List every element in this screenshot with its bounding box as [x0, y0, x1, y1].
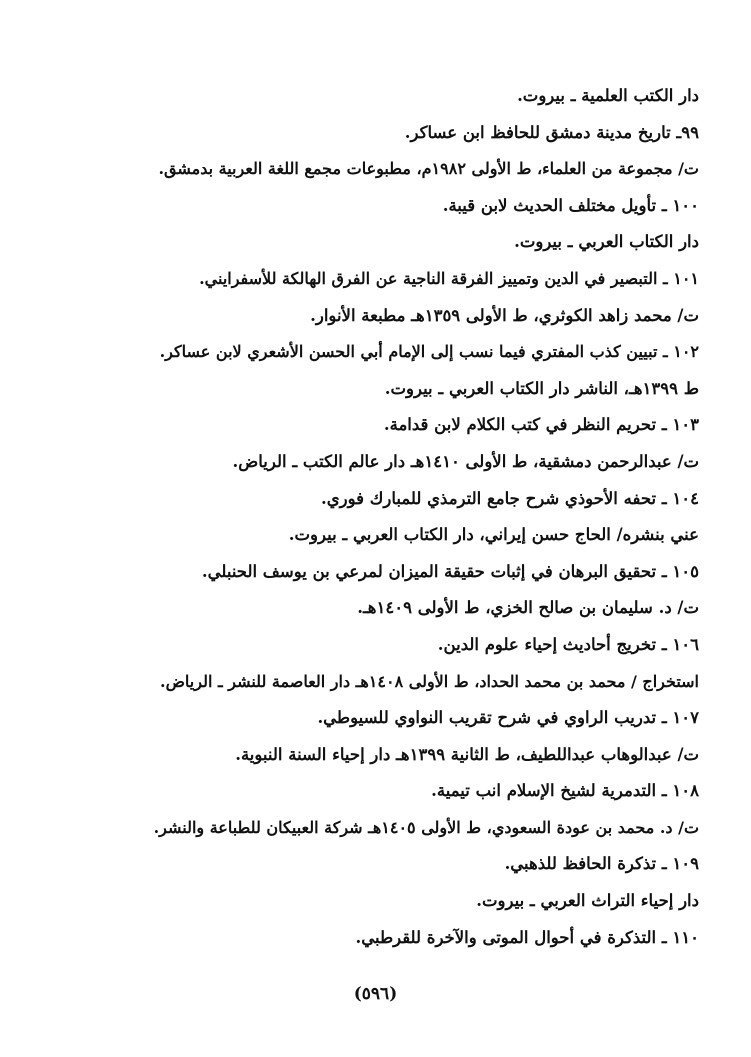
text-line: دار الكتاب العربي ـ بيروت. [514, 232, 699, 252]
text-line: ت/ عبدالوهاب عبداللطيف، ط الثانية ١٣٩٩هـ دار إحياء السنة النبوية. [235, 744, 699, 764]
text-line: استخراج / محمد بن محمد الحداد، ط الأولى ١٤٠٨هـ دار العاصمة للنشر ـ الرياض. [160, 671, 699, 691]
text-line: ت/ د. محمد بن عودة السعودي، ط الأولى ١٤٠٥هـ شركة العبيكان للطباعة والنشر. [153, 817, 699, 837]
text-line: ١٠٢ ـ تبيين كذب المفتري فيما نسب إلى الإمام أبي الحسن الأشعري لابن عساكر. [159, 342, 699, 362]
text-line: ت/ مجموعة من العلماء، ط الأولى ١٩٨٢م، مطبوعات مجمع اللغة العربية بدمشق. [158, 159, 699, 179]
page-number: (٥٩٦) [353, 984, 398, 1004]
text-line: ٩٩ـ تاريخ مدينة دمشق للحافظ ابن عساكر. [404, 122, 699, 142]
text-line: ١٠٠ ـ تأويل مختلف الحديث لابن قيبة. [442, 195, 699, 215]
text-line: ١٠٤ ـ تحفه الأحوذي شرح جامع الترمذي للمبارك فوري. [321, 488, 699, 508]
text-line: ١٠٣ ـ تحريم النظر في كتب الكلام لابن قدامة. [383, 415, 699, 435]
text-line: ت/ عبدالرحمن دمشقية، ط الأولى ١٤١٠هـ دار عالم الكتب ـ الرياض. [232, 451, 699, 471]
text-line: ١٠٩ ـ تذكرة الحافظ للذهبي. [504, 854, 699, 874]
text-line: ١٠٨ ـ التدمرية لشيخ الإسلام انب تيمية. [431, 781, 699, 801]
text-line: ١١٠ ـ التذكرة في أحوال الموتى والآخرة للقرطبي. [355, 927, 699, 947]
bibliography-list [120, 78, 699, 956]
text-line: ط ١٣٩٩هـ، الناشر دار الكتاب العربي ـ بيروت. [384, 378, 699, 398]
text-line: ١٠٧ ـ تدريب الراوي في شرح تقريب النواوي للسيوطي. [317, 708, 699, 728]
text-line: ١٠٦ ـ تخريج أحاديث إحياء علوم الدين. [437, 634, 699, 654]
text-line: دار إحياء التراث العربي ـ بيروت. [476, 891, 699, 911]
text-line: دار الكتب العلمية ـ بيروت. [517, 86, 699, 105]
text-line: ت/ د. سليمان بن صالح الخزي، ط الأولى ١٤٠٩هـ. [357, 598, 699, 618]
text-line: ١٠١ ـ التبصير في الدين وتمييز الفرقة الناجية عن الفرق الهالكة للأسفرايني. [199, 268, 699, 288]
text-line: عني بنشره/ الحاج حسن إيراني، دار الكتاب العربي ـ بيروت. [288, 525, 699, 545]
text-line: ت/ محمد زاهد الكوثري، ط الأولى ١٣٥٩هـ مطبعة الأنوار. [310, 305, 699, 325]
text-line: ١٠٥ ـ تحقيق البرهان في إثبات حقيقة الميزان لمرعي بن يوسف الحنبلي. [201, 561, 699, 581]
